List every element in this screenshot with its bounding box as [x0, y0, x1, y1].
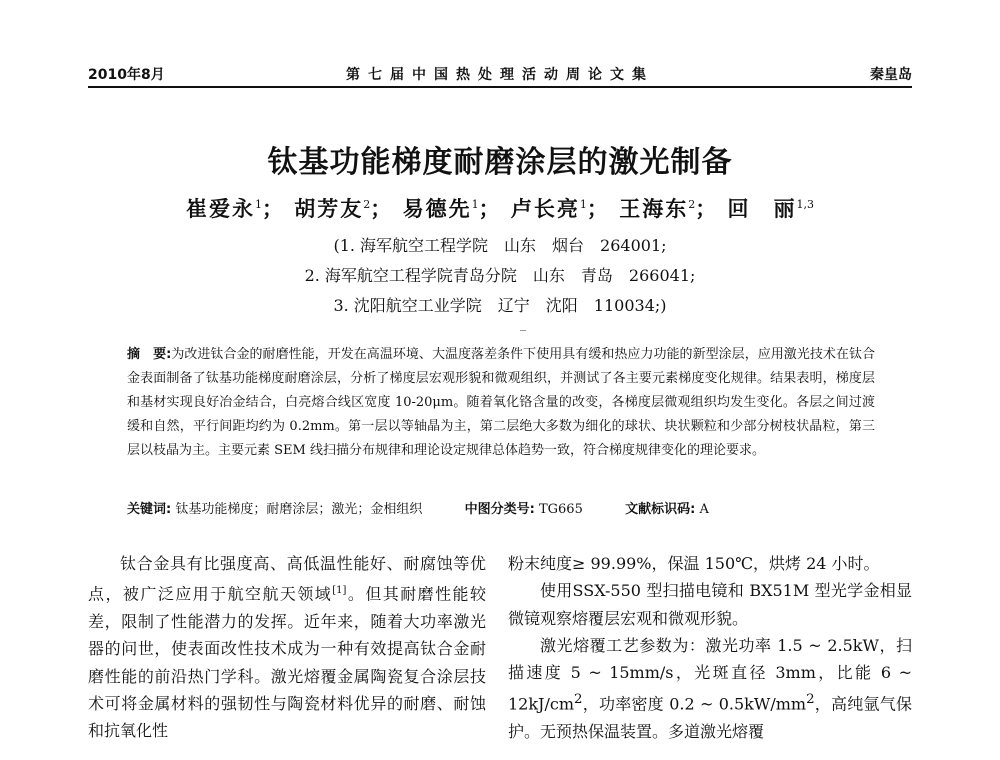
author-affil-mark: 1: [579, 198, 587, 211]
author-affil-mark: 2: [363, 198, 371, 211]
author-name: 回 丽: [727, 196, 797, 221]
superscript: 2: [574, 692, 583, 708]
keywords-label: 关键词:: [127, 502, 172, 517]
keywords-line: [127, 498, 875, 517]
paper-title: 钛基功能梯度耐磨涂层的激光制备: [267, 145, 733, 180]
author-affil-mark: 1: [471, 198, 479, 211]
paragraph-text: 。但其耐磨性能较差，限制了性能潜力的发挥。近年来，随着大功率激光器的问世，使表面改性技术成为一种有效提高钛合金耐磨性能的前沿热门学科。激光熔覆金属陶瓷复合涂层技术可将金属材料的强韧性与陶瓷材料优异的耐磨、耐蚀和抗氧化性: [88, 584, 486, 741]
author-name: 易德先: [402, 196, 472, 221]
body-column-right: [508, 550, 912, 745]
running-header: [88, 62, 912, 84]
header-date: 2010年8月: [88, 67, 165, 83]
header-place: 秦皇岛: [870, 67, 912, 83]
author-name: 胡芳友: [294, 196, 364, 221]
body-paragraph: [88, 550, 486, 744]
clc-value: TG665: [538, 502, 583, 517]
keywords-text: 钛基功能梯度；耐磨涂层；激光；金相组织: [175, 502, 423, 517]
author-affil-mark: 2: [688, 198, 696, 211]
separator-mark: [520, 330, 526, 331]
doc-code-value: A: [699, 502, 709, 517]
superscript: 2: [806, 692, 815, 708]
paragraph-text: 钛合金具有比强度高、高低温性能好、耐腐蚀等优点，被广泛应用于航空航天领域: [88, 554, 486, 604]
author-list: 崔爱永$^1$； 胡芳友$^2$； 易德先$^1$； 卢长亮$^1$； 王海东$^2$； 回 丽$^{1,3}$: [185, 196, 815, 221]
paragraph-text: 激光熔覆工艺参数为：激光功率 1.5 ~ 2.5kW，扫描速度 5 ~ 15mm/s，光斑直径 3mm，比能 6 ~ 12kJ/cm: [508, 635, 912, 714]
author-name: 崔爱永: [185, 196, 255, 221]
affiliation-3: 3. 沈阳航空工业学院 辽宁 沈阳 110034;): [333, 296, 667, 315]
clc-label: 中图分类号:: [464, 502, 535, 517]
author-affil-mark: 1,3: [796, 198, 815, 211]
paragraph-text: ，高纯氩气保护。无预热保温装置。多道激光熔覆: [508, 694, 912, 742]
body-paragraph: [508, 632, 912, 746]
abstract-label: 摘 要:: [127, 347, 172, 362]
citation-ref: [1]: [332, 585, 347, 597]
header-rule: [88, 86, 912, 88]
author-name: 卢长亮: [510, 196, 580, 221]
doc-code-label: 文献标识码:: [625, 502, 696, 517]
affiliation-1: (1. 海军航空工程学院 山东 烟台 264001;: [333, 236, 667, 255]
author-affil-mark: 1: [254, 198, 262, 211]
abstract-text: 为改进钛合金的耐磨性能，开发在高温环境、大温度落差条件下使用具有缓和热应力功能的新型涂层，应用激光技术在钛合金表面制备了钛基功能梯度耐磨涂层，分析了梯度层宏观形貌和微观组织，并测试了各主要元素梯度变化规律。结果表明，梯度层和基材实现良好冶金结合，白亮熔合线区宽度 10-20μm。随着氧化铬含量的改变，各梯度层微观组织均发生变化。各层之间过渡缓和自然，平行间距均约为 0.2mm。第一层以等轴晶为主，第二层绝大多数为细化的球状、块状颗粒和少部分树枝状晶粒，第三层以枝晶为主。主要元素 SEM 线扫描分布规律和理论设定规律总体趋势一致，符合梯度规律变化的理论要求。: [127, 347, 875, 458]
author-name: 王海东: [619, 196, 689, 221]
body-paragraph: 粉末纯度≥ 99.99%，保温 150℃，烘烤 24 小时。: [508, 554, 880, 573]
affiliation-2: 2. 海军航空工程学院青岛分院 山东 青岛 266041;: [304, 266, 696, 285]
abstract: [127, 343, 875, 463]
paragraph-text: ，功率密度 0.2 ~ 0.5kW/mm: [582, 694, 807, 714]
body-column-left: [88, 550, 486, 744]
body-paragraph: 使用SSX-550 型扫描电镜和 BX51M 型光学金相显微镜观察熔覆层宏观和微观形貌。: [508, 581, 912, 628]
header-conference: 第七届中国热处理活动周论文集: [346, 67, 654, 83]
